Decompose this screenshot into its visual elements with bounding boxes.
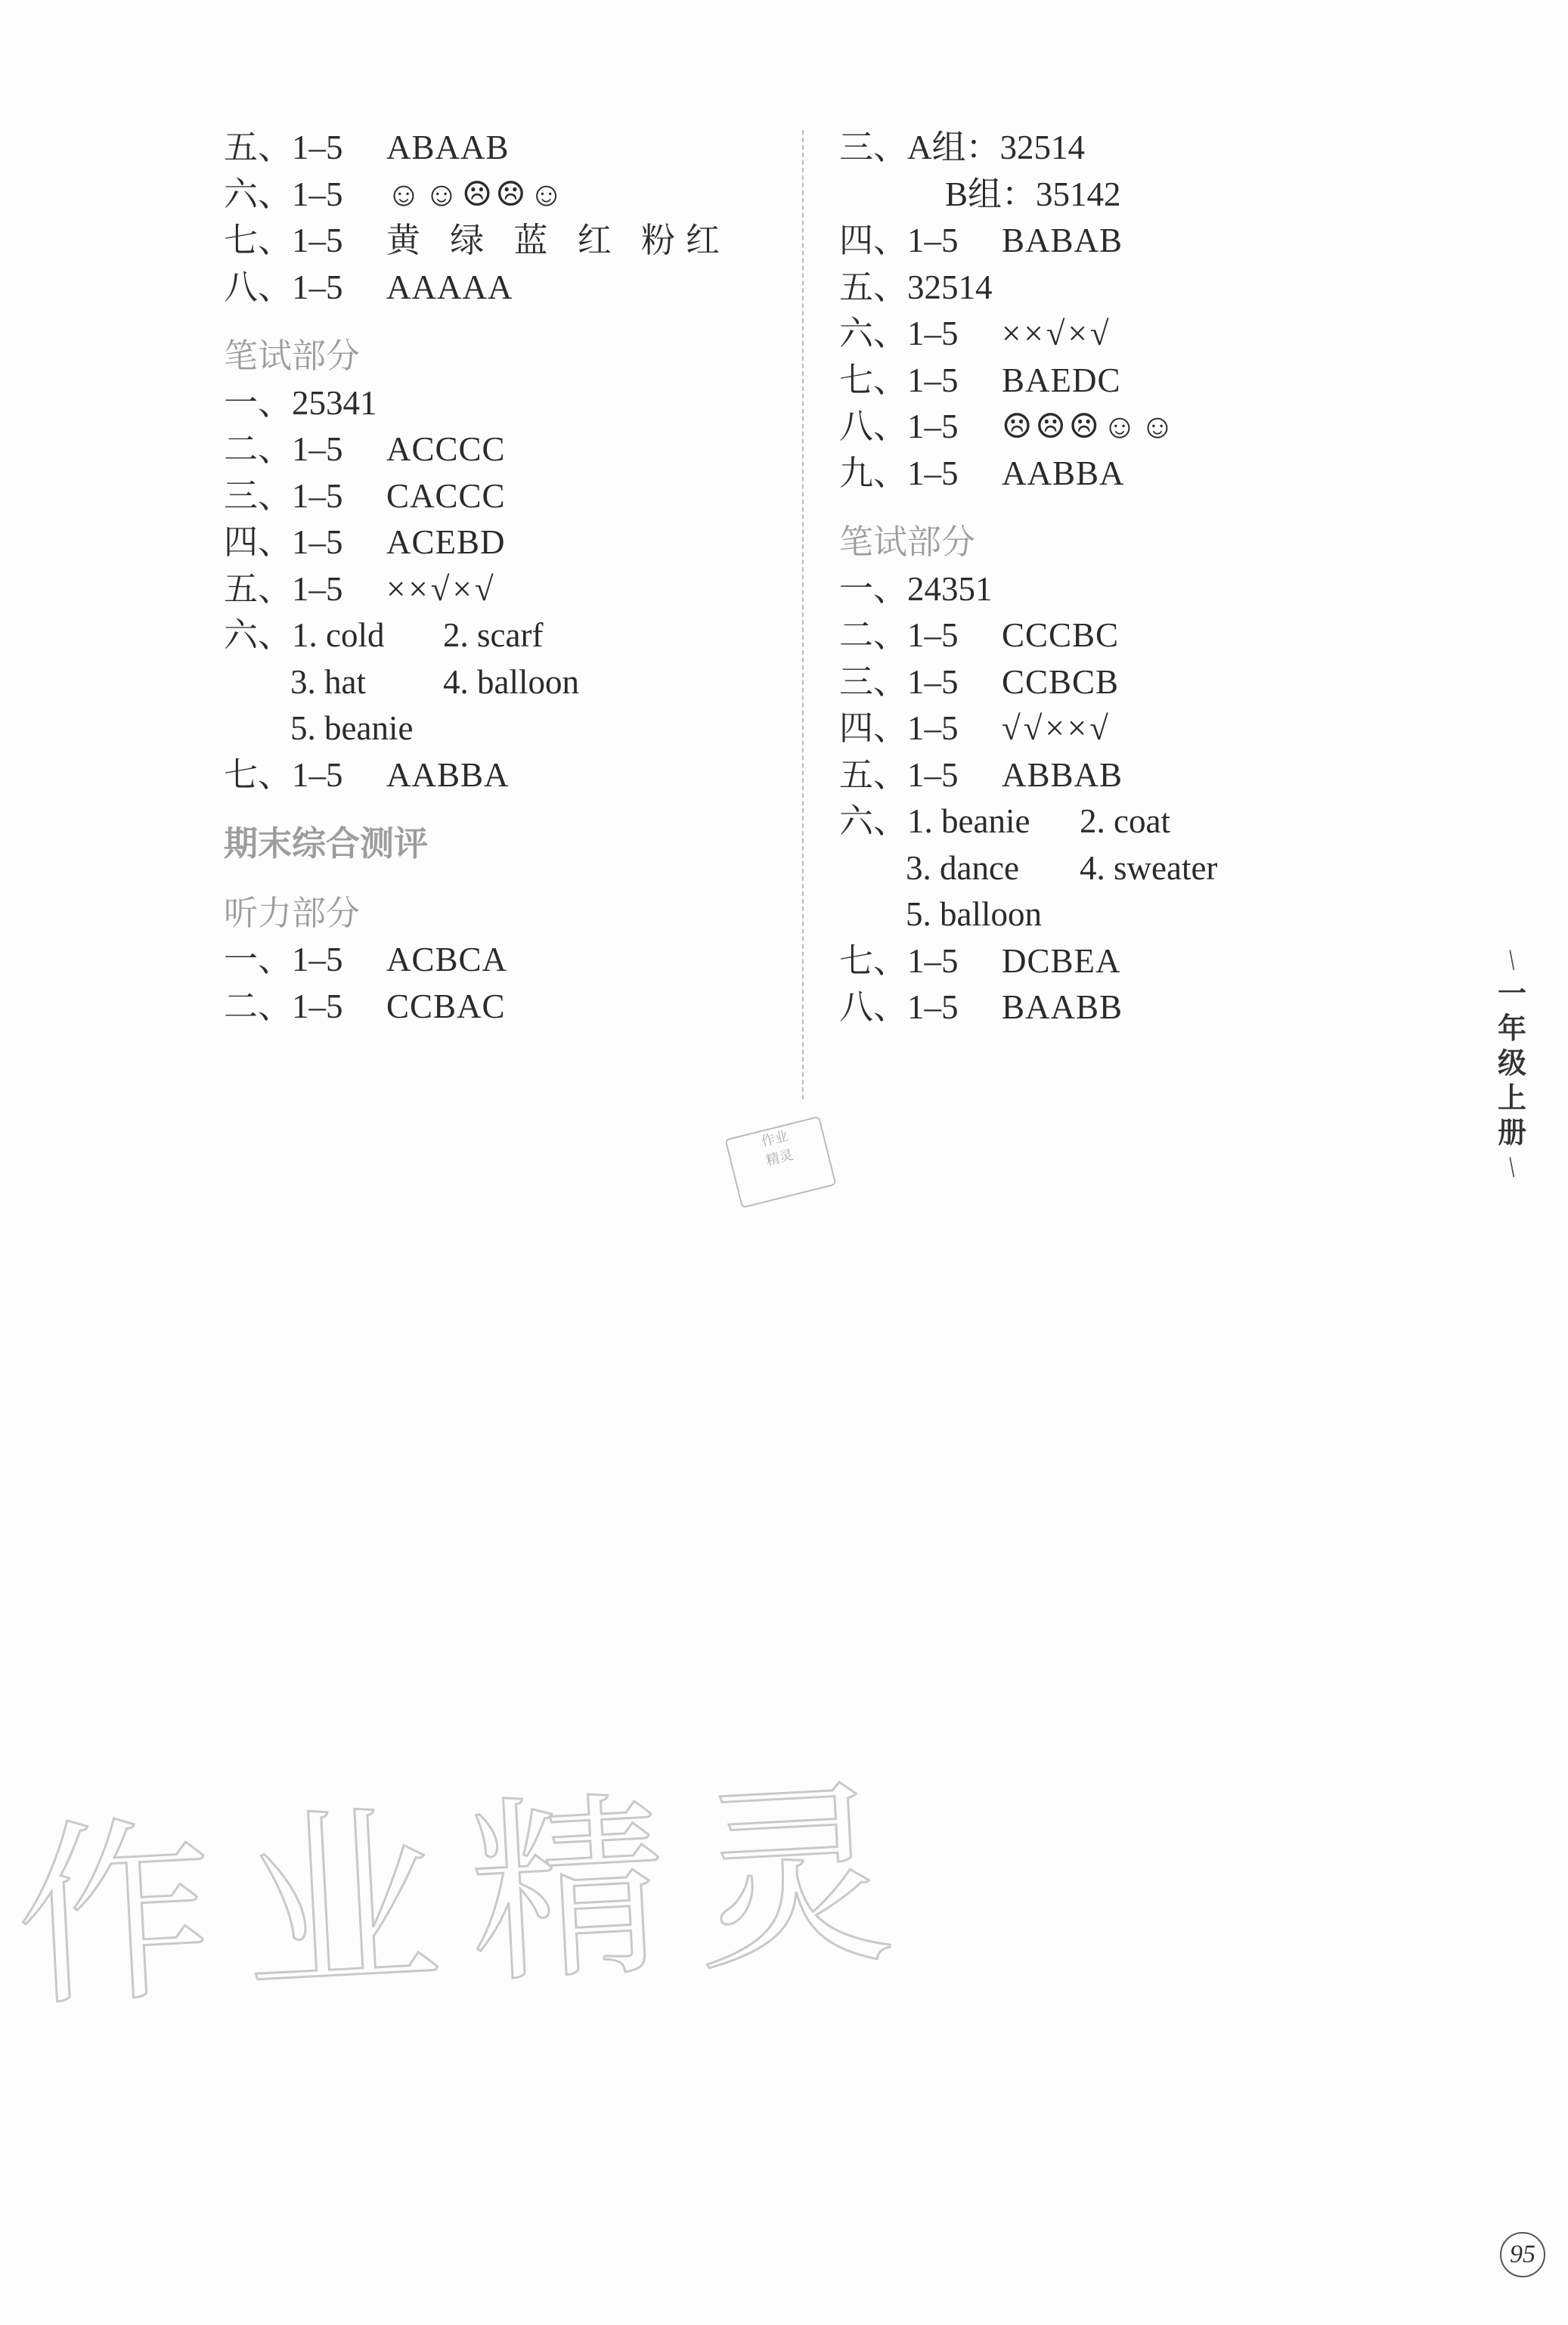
answer-row [224,473,798,520]
answer-row-items [839,798,1384,845]
answer-row [839,612,1384,659]
question-number: B组：35142 [945,175,1121,213]
watermark-text: 作业精灵 [11,1759,929,2035]
answer-row [839,125,1384,172]
question-number: 四、1–5 [839,222,959,259]
question-number: 八、1–5 [224,268,343,306]
answer-row-items [839,891,1384,938]
question-number: 八、1–5 [839,988,959,1026]
question-number: 二、1–5 [224,430,343,468]
answer-row [839,566,1384,613]
answer-value: BABAB [1002,222,1123,259]
question-number: 二、1–5 [839,616,959,654]
grade-label-char: 级 [1497,1048,1526,1080]
question-number: 五、32514 [839,268,993,306]
answer-value: ACEBD [386,523,506,561]
grade-label-text [1486,977,1539,1151]
grade-label-char: 上 [1497,1083,1526,1114]
answer-value: ACBCA [386,941,508,978]
answer-row [839,705,1384,752]
stamp-line-1: 作业 [759,1127,790,1150]
answer-value: BAABB [1002,988,1123,1026]
column-divider [802,130,804,1099]
answer-item: 六、1. cold [224,616,385,654]
answer-value: CCBCB [1002,662,1120,701]
answer-row [224,172,798,219]
answer-row [224,265,798,312]
answer-row [224,426,798,473]
answer-row [839,265,1384,312]
question-number: 二、1–5 [224,987,343,1025]
section-heading: 期末综合测评 [224,825,429,863]
answer-row [224,984,798,1031]
answer-value: AAAAA [386,268,513,306]
answer-row [839,311,1384,358]
answer-value: CCBAC [386,987,506,1025]
answer-item: 2. scarf [443,616,544,654]
answer-item: 六、1. beanie [839,802,1030,840]
answer-item: 3. hat [290,662,366,701]
answer-row [839,218,1384,265]
answer-row [839,938,1384,985]
stamp-line-2: 精灵 [764,1147,795,1169]
section-heading: 听力部分 [224,894,361,932]
question-number: 五、1–5 [224,129,343,166]
question-number: 九、1–5 [839,454,959,492]
answer-value: ABAAB [386,129,510,166]
question-number: 六、1–5 [839,315,959,352]
answer-value: ××√×√ [1002,315,1112,352]
answer-value: ××√×√ [386,569,497,608]
answer-row [224,218,798,265]
question-number: 四、1–5 [839,709,959,747]
answer-value: √√××√ [1002,709,1111,747]
grade-label-char: 册 [1497,1118,1526,1149]
answer-item: 4. balloon [443,662,579,701]
slash-mark-bottom: / [1500,1152,1524,1183]
answer-row [839,172,1384,219]
answer-item: 3. dance [906,848,1019,887]
stamp-logo [725,1116,837,1208]
answer-row [224,380,798,427]
question-number: 四、1–5 [224,523,343,561]
question-number: 七、1–5 [839,941,959,980]
question-number: 七、1–5 [224,755,343,794]
answer-row [839,984,1384,1031]
answer-item: 4. sweater [1080,848,1218,887]
question-number: 八、1–5 [839,408,959,445]
answer-row [839,451,1384,498]
answer-row [224,752,798,799]
answer-item: 2. coat [1080,802,1170,840]
answer-row-items [224,705,798,752]
question-number: 五、1–5 [224,569,343,608]
answer-row [224,125,798,172]
answer-row [839,404,1384,451]
question-number: 一、24351 [839,569,993,608]
answer-row-items [839,845,1384,892]
answer-value: ACCCC [386,430,506,468]
answer-item: 5. balloon [906,895,1042,933]
answer-row [224,566,798,613]
answer-row [839,358,1384,405]
answer-column-right [839,125,1384,1031]
answer-row-items [224,659,798,706]
question-number: 七、1–5 [224,222,343,259]
answer-value: AABBA [1002,454,1125,492]
section-heading: 笔试部分 [224,337,361,375]
question-number: 一、25341 [224,383,377,422]
answer-row [224,519,798,566]
answer-value: CACCC [386,476,506,515]
answer-row-items [224,612,798,659]
question-number: 七、1–5 [839,361,959,399]
grade-side-label [1486,944,1539,1184]
answer-row [839,659,1384,706]
question-number: 六、1–5 [224,175,343,213]
answer-row [224,937,798,984]
answer-value: DCBEA [1002,941,1121,980]
section-heading: 笔试部分 [839,523,976,561]
answer-value: ABBAB [1002,755,1123,794]
slash-mark-top: / [1500,944,1524,976]
answer-value: AABBA [386,755,510,794]
answer-value: ☺☺☹☹☺ [386,175,567,213]
grade-label-char: 年 [1497,1013,1526,1045]
question-number: 三、A组：32514 [839,129,1085,166]
question-number: 三、1–5 [224,476,343,515]
question-number: 五、1–5 [839,755,959,794]
page-number: 95 [1500,2232,1545,2277]
answer-value: 黄 绿 蓝 红 粉红 [386,222,731,259]
answer-column-left [224,125,798,1030]
grade-label-char: 一 [1497,978,1526,1010]
question-number: 三、1–5 [839,662,959,701]
answer-row [839,752,1384,799]
answer-value: CCCBC [1002,616,1120,654]
answer-value: BAEDC [1002,361,1121,399]
question-number: 一、1–5 [224,941,343,978]
answer-item: 5. beanie [290,709,414,747]
answer-value: ☹☹☹☺☺ [1002,408,1178,445]
